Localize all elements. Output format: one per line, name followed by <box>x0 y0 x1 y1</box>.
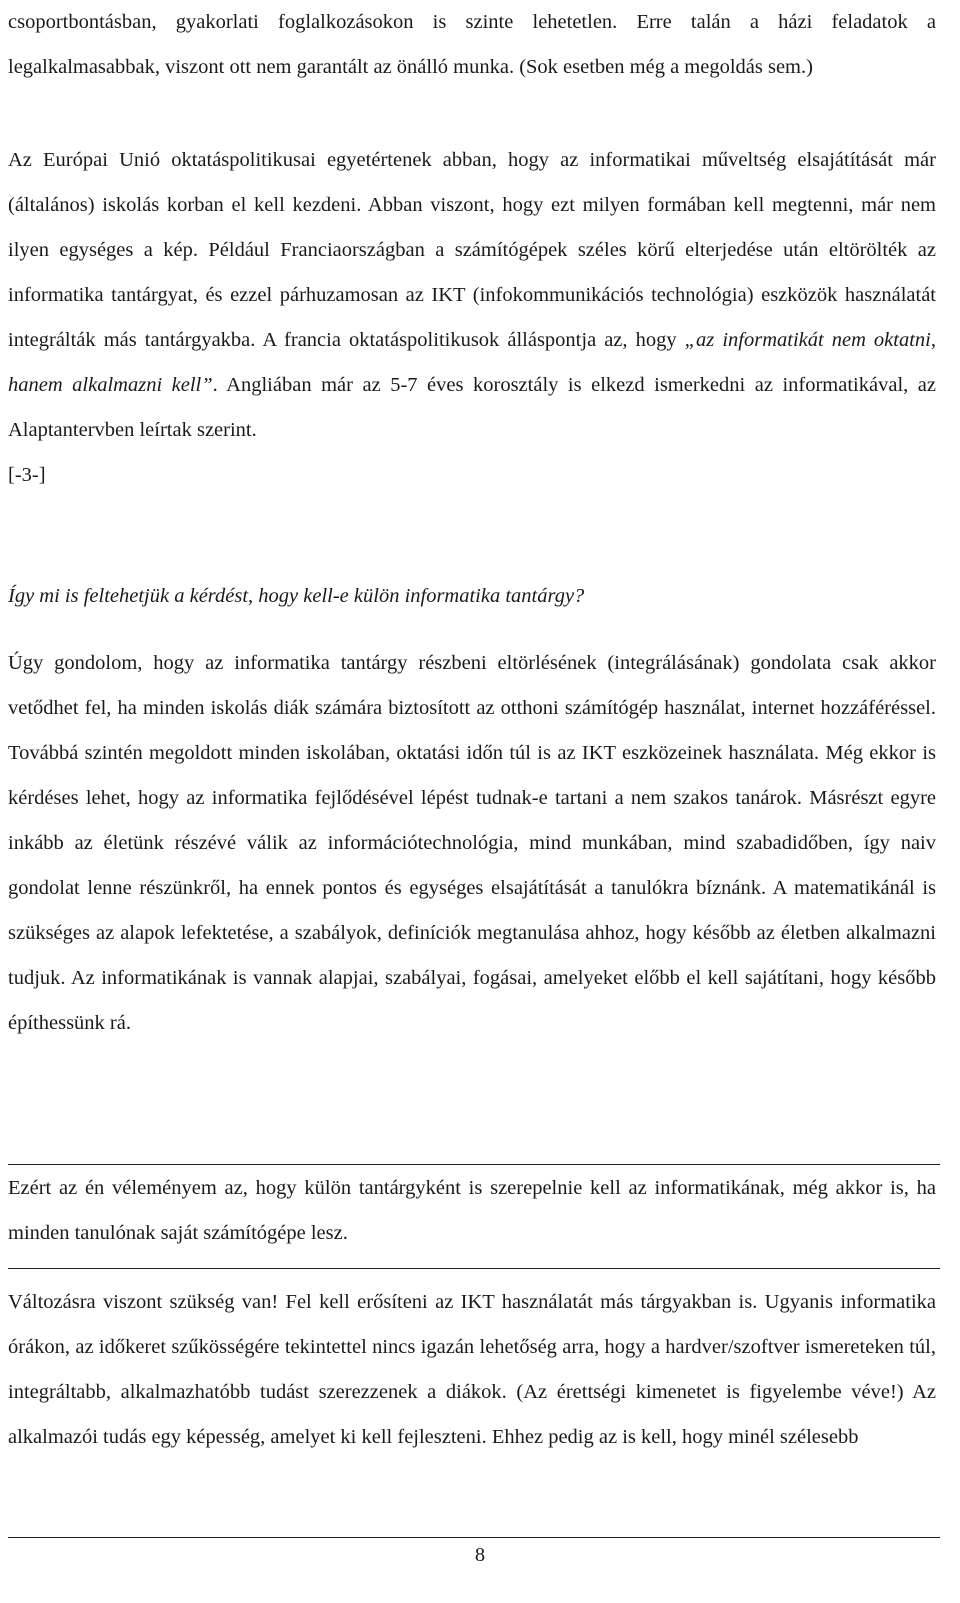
conclusion-paragraph: Ezért az én véleményem az, hogy külön tantárgyként is szerepelnie kell az informatikának, még akkor is, ha minden tanulónak saját számítógépe lesz. <box>8 1177 936 1244</box>
continuation-paragraph: csoportbontásban, gyakorlati foglalkozásokon is szinte lehetetlen. Erre talán a házi feladatok a legalkalmasabbak, viszont ott nem garantált az önálló munka. (Sok esetben még a megoldás sem.) <box>8 11 936 78</box>
divider-line <box>8 1268 940 1269</box>
footer-divider-line <box>8 1537 940 1538</box>
eu-policy-paragraph <box>8 138 936 498</box>
divider-line <box>8 1164 940 1165</box>
change-paragraph: Változásra viszont szükség van! Fel kell erősíteni az IKT használatát más tárgyakban is. Ugyanis informatika órákon, az időkeret szűkösségére tekintettel nincs igazán lehetőség arra, hogy a hardver/szoftver ismereteken túl, integráltabb, alkalmazhatóbb tudást szerezzenek a diákok. (Az érettségi kimenetet is figyelembe véve!) Az alkalmazói tudás egy képesség, amelyet ki kell fejleszteni. Ehhez pedig az is kell, hogy minél szélesebb <box>8 1291 936 1448</box>
page-number: 8 <box>474 1544 486 1566</box>
question-heading: Így mi is feltehetjük a kérdést, hogy kell-e külön informatika tantárgy? <box>8 585 585 607</box>
eu-paragraph-text-after-quote: . Angliában már az 5-7 éves korosztály is elkezd ismerkedni az informatikával, az Alaptantervben leírtak szerint. <box>8 374 936 441</box>
eu-paragraph-text-before-quote: Az Európai Unió oktatáspolitikusai egyetértenek abban, hogy az informatikai műveltség elsajátítását már (általános) iskolás korban el kell kezdeni. Abban viszont, hogy ezt milyen formában kell megtenni, már nem ilyen egységes a kép. Például Franciaországban a számítógépek széles körű elterjedése után eltörölték az informatika tantárgyat, és ezzel párhuzamosan az IKT (infokommunikációs technológia) eszközök használatát integrálták más tantárgyakba. A francia oktatáspolitikusok álláspontja az, hogy <box>8 149 936 351</box>
citation-reference: [-3-] <box>8 464 46 486</box>
french-policy-quote: „az informatikát nem oktatni, hanem alkalmazni kell” <box>8 329 936 396</box>
opinion-paragraph: Úgy gondolom, hogy az informatika tantárgy részbeni eltörlésének (integrálásának) gondolata csak akkor vetődhet fel, ha minden iskolás diák számára biztosított az otthoni számítógép használat, internet hozzáféréssel. Továbbá szintén megoldott minden iskolában, oktatási időn túl is az IKT eszközeinek használata. Még ekkor is kérdéses lehet, hogy az informatika fejlődésével lépést tudnak-e tartani a nem szakos tanárok. Másrészt egyre inkább az életünk részévé válik az információtechnológia, mind munkában, mind szabadidőben, így naiv gondolat lenne részünkről, ha ennek pontos és egységes elsajátítását a tanulókra bíznánk. A matematikánál is szükséges az alapok lefektetése, a szabályok, definíciók megtanulása ahhoz, hogy később az életben alkalmazni tudjuk. Az informatikának is vannak alapjai, szabályai, fogásai, amelyeket előbb el kell sajátítani, hogy később építhessünk rá. <box>8 652 936 1034</box>
